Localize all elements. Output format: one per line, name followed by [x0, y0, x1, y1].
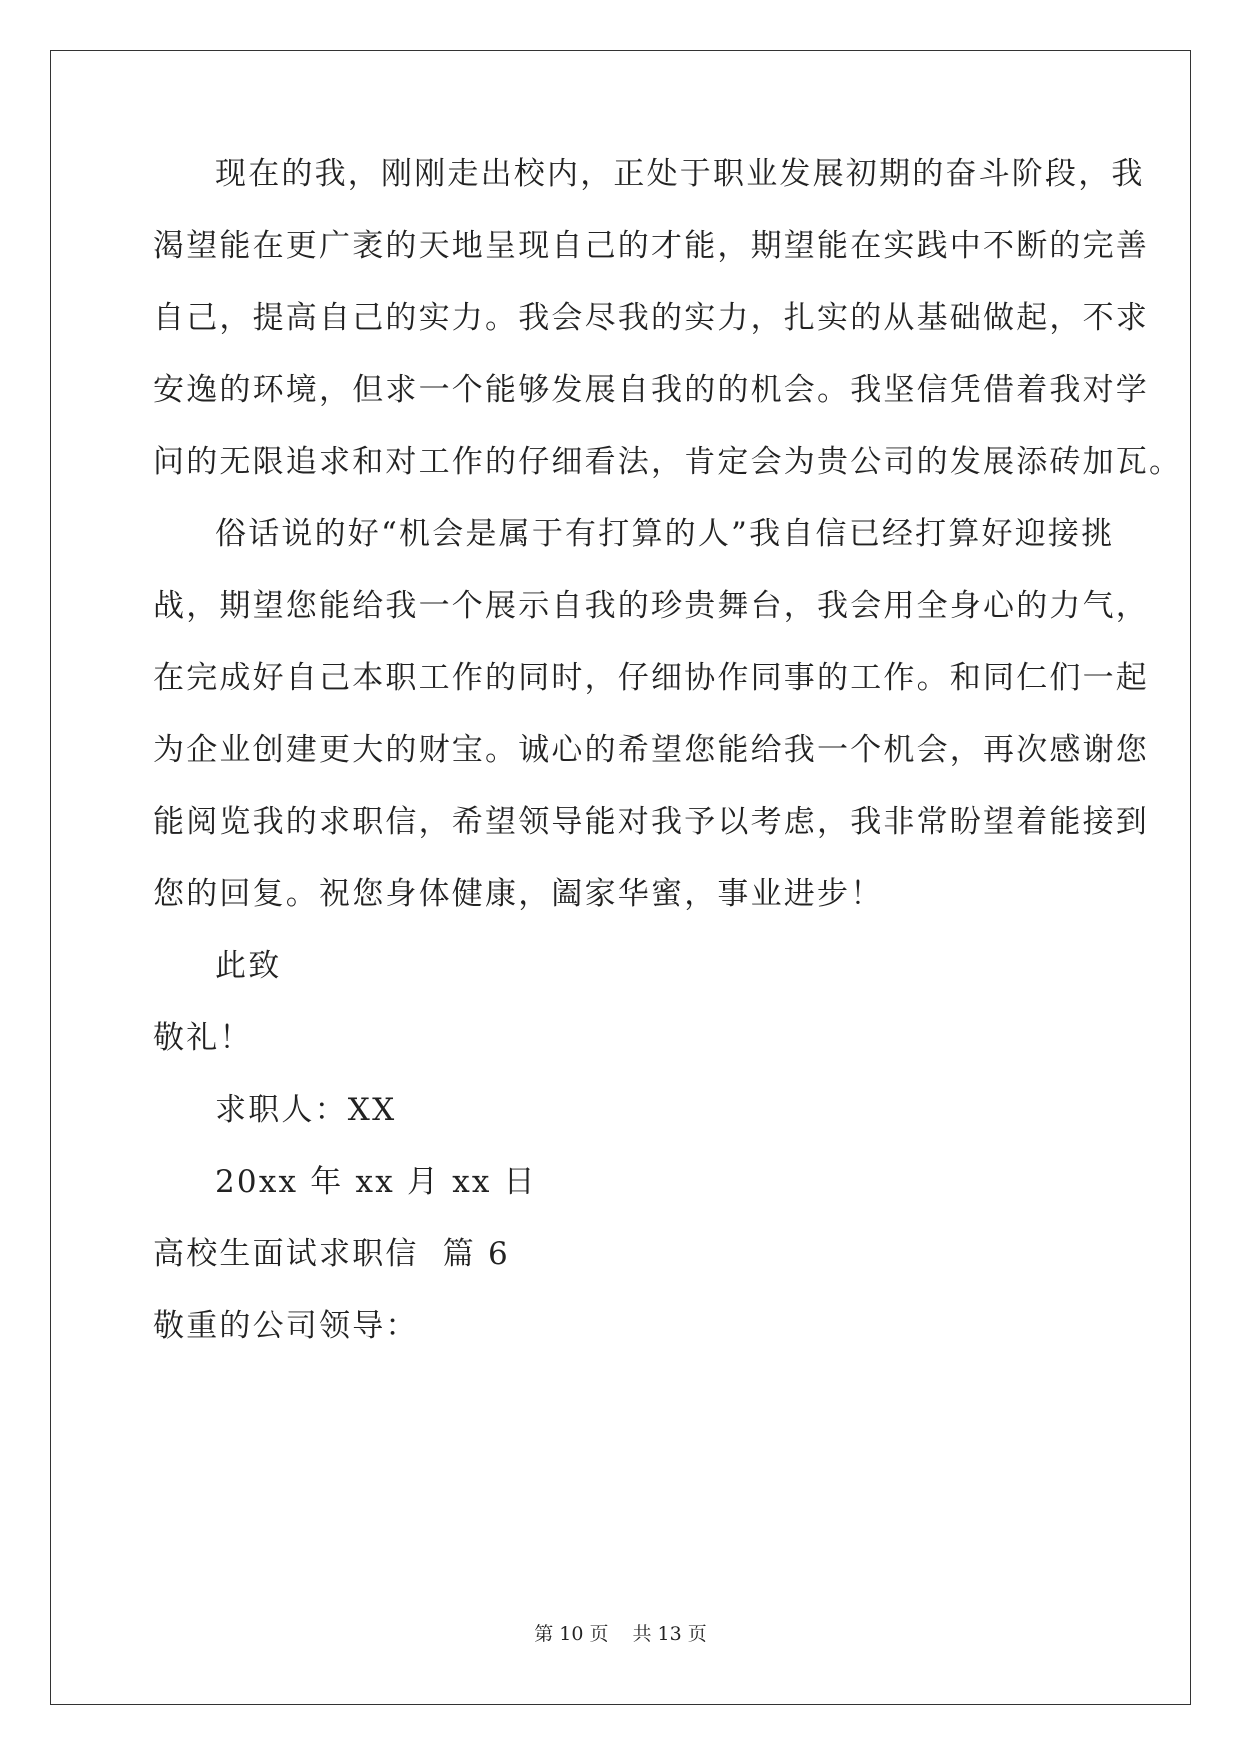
paragraph-line: 您的回复。祝您身体健康，阖家华蜜，事业进步！: [153, 876, 884, 912]
paragraph-line: 自己，提高自己的实力。我会尽我的实力，扎实的从基础做起，不求: [153, 300, 1149, 336]
paragraph-line: 安逸的环境，但求一个能够发展自我的的机会。我坚信凭借着我对学: [153, 372, 1149, 408]
section-title: 高校生面试求职信 篇 6: [153, 1236, 510, 1272]
closing-salutation: 此致: [215, 948, 282, 984]
paragraph-line: 俗话说的好“机会是属于有打算的人”我自信已经打算好迎接挑: [215, 516, 1115, 552]
section-greeting: 敬重的公司领导：: [153, 1308, 419, 1344]
paragraph-line: 能阅览我的求职信，希望领导能对我予以考虑，我非常盼望着能接到: [153, 804, 1149, 840]
paragraph-line: 战，期望您能给我一个展示自我的珍贵舞台，我会用全身心的力气，: [153, 588, 1149, 624]
closing-respect: 敬礼！: [153, 1020, 253, 1056]
paragraph-line: 为企业创建更大的财宝。诚心的希望您能给我一个机会，再次感谢您: [153, 732, 1149, 768]
page-footer: [0, 1622, 1241, 1646]
page-number: 第 10 页: [534, 1623, 609, 1645]
applicant-signature: 求职人：XX: [215, 1092, 397, 1128]
paragraph-line: 现在的我，刚刚走出校内，正处于职业发展初期的奋斗阶段，我: [215, 156, 1145, 192]
paragraph-line: 问的无限追求和对工作的仔细看法，肯定会为贵公司的发展添砖加瓦。: [153, 444, 1183, 480]
paragraph-line: 渴望能在更广袤的天地呈现自己的才能，期望能在实践中不断的完善: [153, 228, 1149, 264]
letter-date: 20xx 年 xx 月 xx 日: [215, 1164, 537, 1200]
page-total: 共 13 页: [632, 1623, 707, 1645]
paragraph-line: 在完成好自己本职工作的同时，仔细协作同事的工作。和同仁们一起: [153, 660, 1149, 696]
